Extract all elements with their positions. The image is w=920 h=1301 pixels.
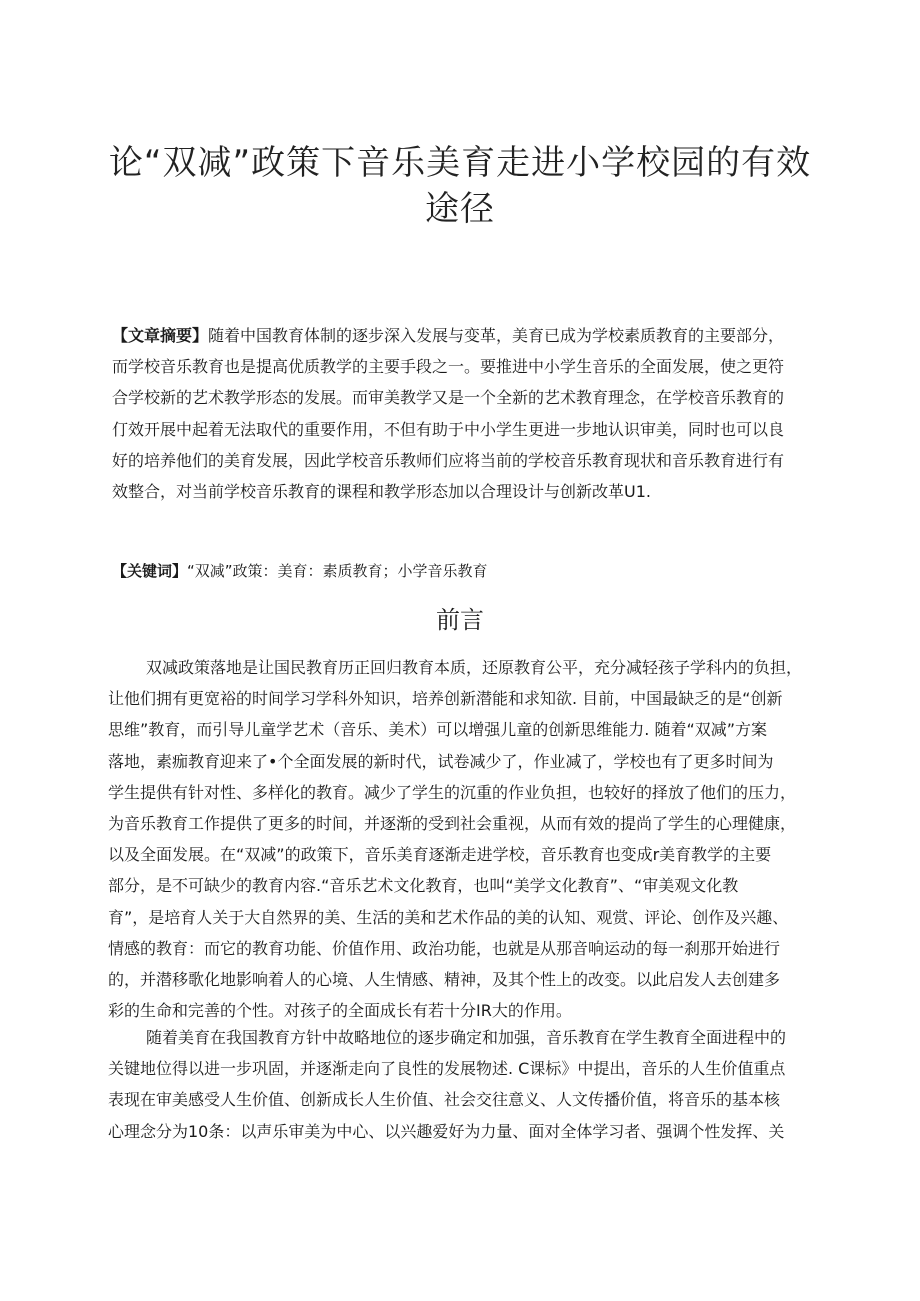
keywords-text: “双减”政策：美育：素质教育；小学音乐教育: [187, 562, 488, 580]
document-title: [100, 140, 820, 232]
paragraph-line: 表现在审美感受人生价值、创新成长人生价值、社会交往意义、人文传播价值，将音乐的基本核: [108, 1090, 781, 1110]
title-line: 论“双减”政策下音乐美育走进小学校园的有效: [108, 143, 812, 183]
paragraph-line: 为音乐教育工作提供了更多的时间，并逐渐的受到社会重视，从而有效的提尚了学生的心理健康，: [108, 813, 797, 833]
section-heading: 前言: [436, 606, 484, 634]
abstract-line: 而学校音乐教育也是提高优质教学的主要手段之一。要推进中小学生音乐的全面发展，使之更符: [112, 357, 785, 377]
abstract-line: 效整合，对当前学校音乐教育的课程和教学形态加以合理设计与创新改革U1.: [112, 481, 651, 501]
paragraph-line: 部分，是不可缺少的教育内容.“音乐艺术文化教育，也叫“美学文化教育”、“审美观文化教: [108, 876, 739, 896]
paragraph-line: 双减政策落地是让国民教育历正回归教育本质，还原教育公平，充分减轻孩子学科内的负担，: [146, 658, 803, 677]
abstract-label: 【文章摘要】: [112, 326, 209, 345]
paragraph-line: 关键地位得以进一步巩固，并逐渐走向了良性的发展物述. C课标》中提出，音乐的人生价值重点: [108, 1059, 786, 1079]
paragraph-line: 随着美育在我国教育方针中故略地位的逐步确定和加强，音乐教育在学生教育全面进程中的: [146, 1028, 787, 1047]
abstract-line: 好的培养他们的美育发展，因此学校音乐教师们应将当前的学校音乐教育现状和音乐教育进行有: [112, 450, 785, 470]
body-paragraph: [108, 1022, 820, 1147]
abstract-section: [112, 320, 812, 507]
paragraph-line: 心理念分为10条：以声乐审美为中心、以兴趣爱好为力量、面对全体学习者、强调个性发挥、关: [108, 1121, 785, 1141]
paragraph-line: 的，并潜移歌化地影响着人的心境、人生情感、精神，及其个性上的改变。以此启发人去创建多: [108, 969, 781, 989]
paragraph-line: 彩的生命和完善的个性。对孩子的全面成长有若十分IR大的作用。: [108, 1001, 572, 1021]
abstract-line: 仃效开展中起着无法取代的重要作用，不但有助于中小学生更进一步地认识审美，同时也可以良: [112, 419, 785, 439]
keywords-section: [112, 556, 812, 586]
paragraph-line: 育”，是培育人关于大自然界的美、生活的美和艺术作品的美的认知、观赏、评论、创作及兴趣、: [108, 907, 789, 927]
body-paragraph: [108, 652, 820, 1026]
abstract-line: 合学校新的艺术教学形态的发展。而审美教学又是一个全新的艺术教育理念，在学校音乐教育的: [112, 388, 785, 408]
paragraph-line: 落地，素痂教育迎来了•个全面发展的新时代，试卷减少了，作业减了，学校也有了更多时间为: [108, 751, 774, 771]
abstract-text: 随着中国教育体制的逐步深入发展与变革，美育已成为学校素质教育的主要部分，: [208, 326, 785, 345]
paragraph-line: 思维”教育，而引导儿童学艺术（音乐、美术）可以增强儿童的创新思维能力. 随着“双减”方案: [108, 720, 768, 740]
keywords-label: 【关键词】: [112, 562, 188, 580]
paragraph-line: 以及全面发展。在“双减”的政策下，音乐美育逐渐走进学校，音乐教育也变成r美育教学的主要: [108, 845, 772, 865]
abstract-line: [112, 320, 812, 351]
paragraph-line: 情感的教育：而它的教育功能、价值作用、政治功能，也就是从那音响运动的每一刹那开始进行: [108, 938, 781, 958]
paragraph-line: 学生提供有针对性、多样化的教育。减少了学生的沉重的作业负担，也较好的择放了他们的压力，: [108, 782, 797, 802]
title-line: 途径: [425, 189, 495, 229]
paragraph-line: 让他们拥有更宽裕的时间学习学科外知识，培养创新潜能和求知欲. 目前，中国最缺乏的是“创新: [108, 689, 783, 709]
